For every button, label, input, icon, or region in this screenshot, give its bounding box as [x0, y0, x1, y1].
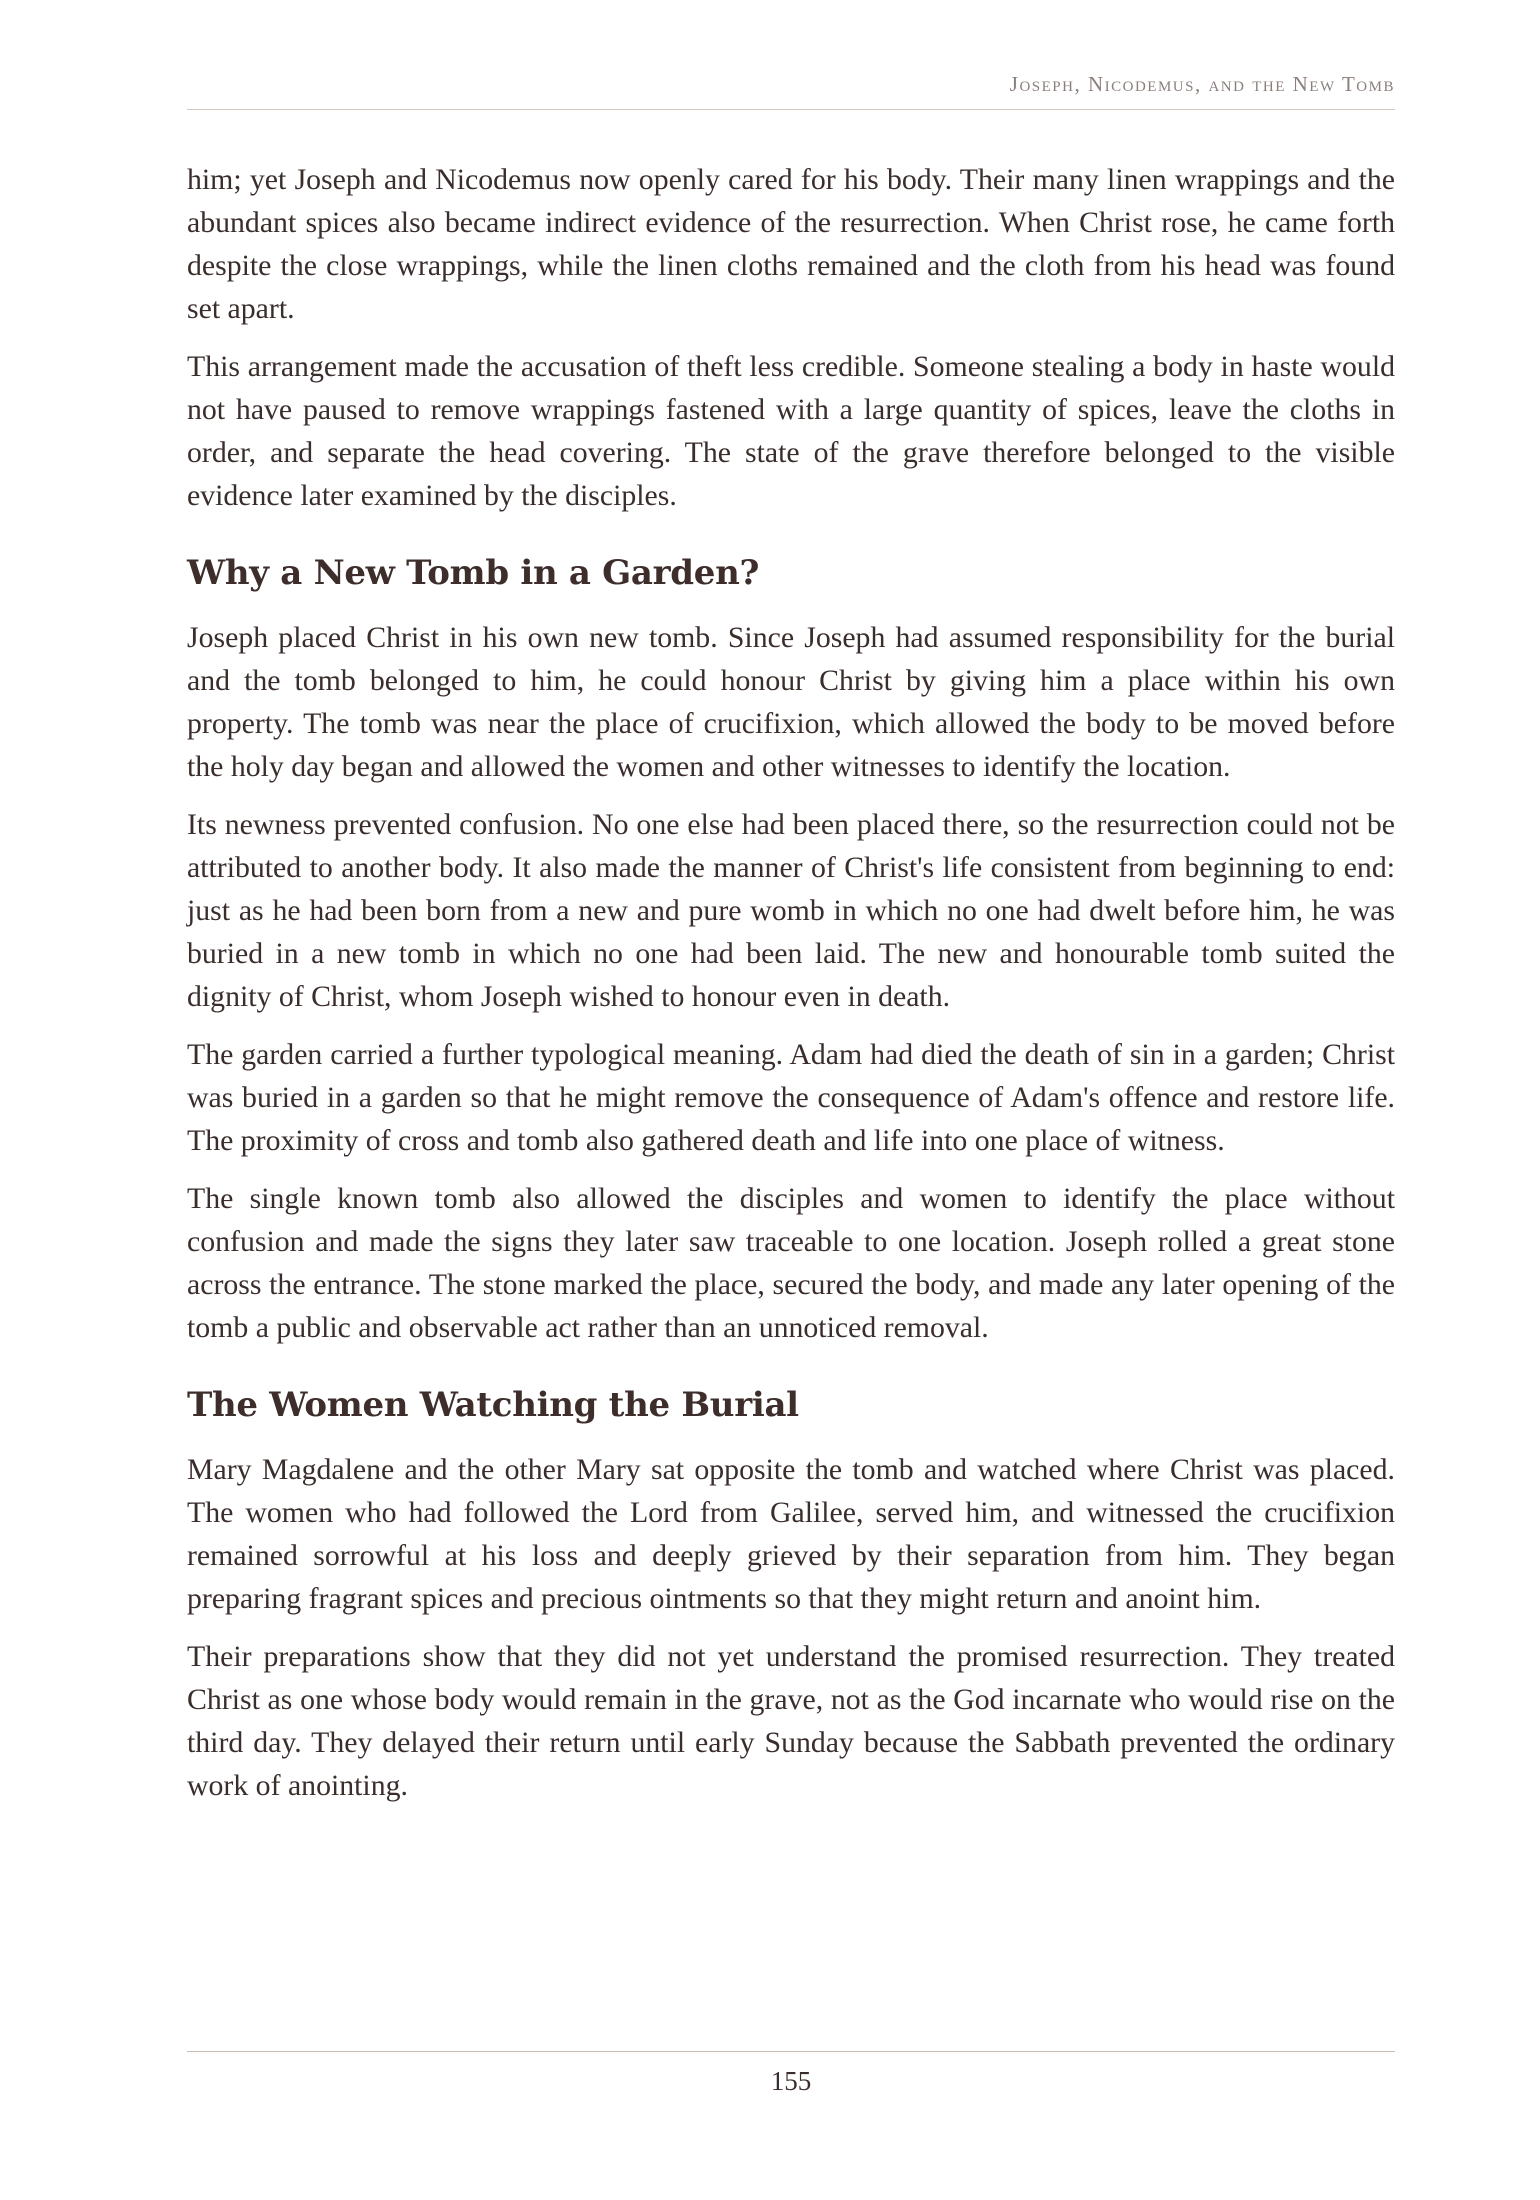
paragraph: The garden carried a further typological meaning. Adam had died the death of sin in a garden; Christ was buried in a garden so that he might remove the consequence of Adam's offence and restore life. The proximity of cross and tomb also gathered death and life into one place of witness.: [187, 1038, 1395, 1157]
paragraph: Joseph placed Christ in his own new tomb. Since Joseph had assumed responsibility for the burial and the tomb belonged to him, he could honour Christ by giving him a place within his own property. The tomb was near the place of crucifixion, which allowed the body to be moved before the holy day began and allowed the women and other witnesses to identify the location.: [187, 621, 1395, 783]
paragraph: This arrangement made the accusation of theft less credible. Someone stealing a body in haste would not have paused to remove wrappings fastened with a large quantity of spices, leave the cloths in order, and separate the head covering. The state of the grave therefore belonged to the visible evidence later examined by the disciples.: [187, 350, 1395, 512]
body-text: [187, 158, 1395, 1822]
footer-rule: [187, 2051, 1395, 2052]
page-number: 155: [770, 2066, 812, 2096]
paragraph: Mary Magdalene and the other Mary sat opposite the tomb and watched where Christ was placed. The women who had followed the Lord from Galilee, served him, and witnessed the crucifixion remained sorrowful at his loss and deeply grieved by their separation from him. They began preparing fragrant spices and precious ointments so that they might return and anoint him.: [187, 1453, 1395, 1615]
section-heading: The Women Watching the Burial: [187, 1385, 799, 1425]
paragraph: Their preparations show that they did not yet understand the promised resurrection. They treated Christ as one whose body would remain in the grave, not as the God incarnate who would rise on the third day. They delayed their return until early Sunday because the Sabbath prevented the ordinary work of anointing.: [187, 1640, 1395, 1802]
paragraph: Its newness prevented confusion. No one else had been placed there, so the resurrection could not be attributed to another body. It also made the manner of Christ's life consistent from beginning to end: just as he had been born from a new and pure womb in which no one had dwelt before him, he was buried in a new tomb in which no one had been laid. The new and honourable tomb suited the dignity of Christ, whom Joseph wished to honour even in death.: [187, 808, 1395, 1013]
section-heading: Why a New Tomb in a Garden?: [187, 553, 760, 593]
running-header: Joseph, Nicodemus, and the New Tomb: [1009, 72, 1395, 96]
paragraph: him; yet Joseph and Nicodemus now openly cared for his body. Their many linen wrappings and the abundant spices also became indirect evidence of the resurrection. When Christ rose, he came forth despite the close wrappings, while the linen cloths remained and the cloth from his head was found set apart.: [187, 163, 1395, 325]
paragraph: The single known tomb also allowed the disciples and women to identify the place without confusion and made the signs they later saw traceable to one location. Joseph rolled a great stone across the entrance. The stone marked the place, secured the body, and made any later opening of the tomb a public and observable act rather than an unnoticed removal.: [187, 1182, 1395, 1344]
header-rule: [187, 109, 1395, 110]
book-page: [187, 0, 1395, 2200]
